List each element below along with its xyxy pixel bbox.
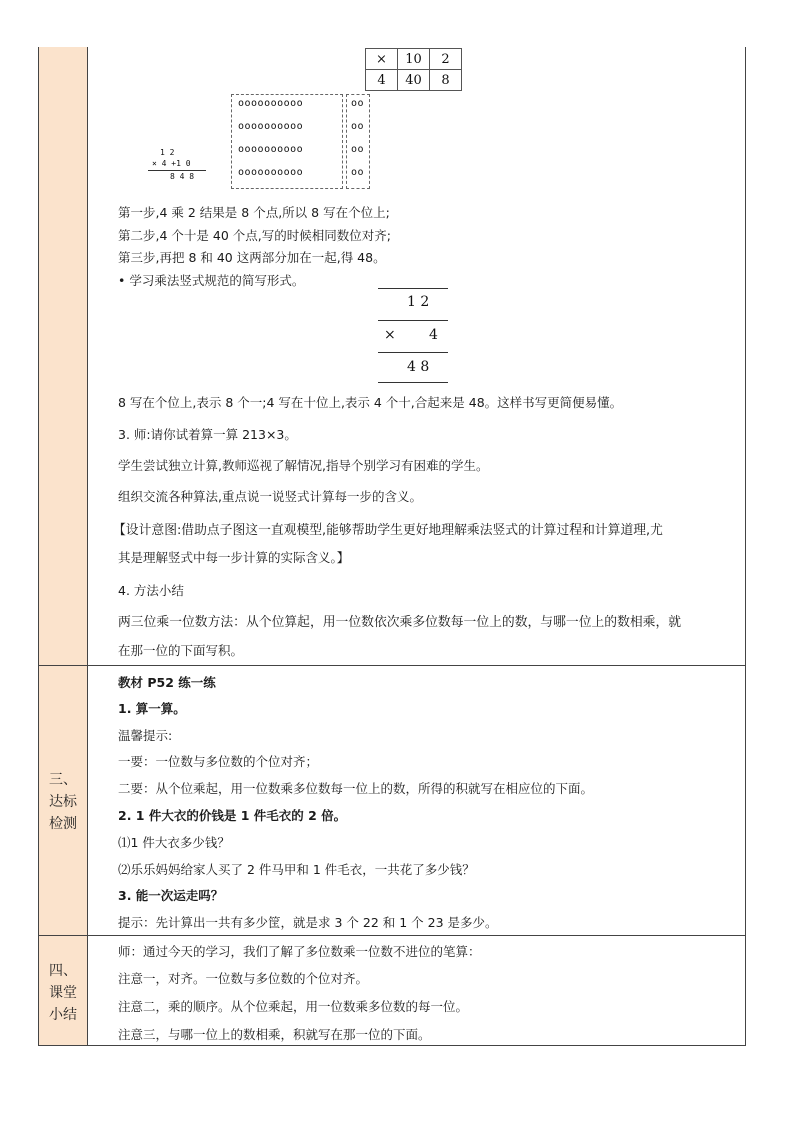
item-3: 3. 师:请你试着算一算 213×3。 <box>118 427 297 442</box>
step-1: 第一步,4 乘 2 结果是 8 个点,所以 8 写在个位上; <box>118 205 390 220</box>
section-4-label: 四、 课堂 小结 <box>49 963 77 1023</box>
step-3: 第三步,再把 8 和 40 这两部分加在一起,得 48。 <box>118 250 386 265</box>
organize-paragraph: 组织交流各种算法,重点说一说竖式计算每一步的含义。 <box>118 489 422 504</box>
mini-calc-top: 1 2 <box>160 148 175 157</box>
question-2: 2. 1 件大衣的价钱是 1 件毛衣的 2 倍。 <box>118 808 347 823</box>
row-divider-4 <box>39 935 745 936</box>
summary-intro: 师：通过今天的学习，我们了解了多位数乘一位数不进位的笔算： <box>118 944 481 959</box>
method-line-1: 两三位乘一位数方法：从个位算起，用一位数依次乘多位数每一位上的数，与哪一位上的数相乘，就 <box>118 615 682 630</box>
item-4: 4. 方法小结 <box>118 583 184 598</box>
dot-row: oo <box>351 144 365 155</box>
multiplication-grid <box>365 48 462 91</box>
grid-cell: 40 <box>398 70 430 91</box>
design-intent-line-2: 其是理解竖式中每一步计算的实际含义。】 <box>118 550 350 565</box>
grid-cell: 4 <box>366 70 398 91</box>
students-paragraph: 学生尝试独立计算,教师巡视了解情况,指导个别学习有困难的学生。 <box>118 458 489 473</box>
question-2a: ⑴1 件大衣多少钱？ <box>118 835 230 850</box>
grid-cell: 2 <box>430 49 462 70</box>
question-1: 1. 算一算。 <box>118 701 186 716</box>
vertical-rule-top <box>378 288 448 289</box>
dot-row: oooooooooo <box>238 98 304 109</box>
explanation: 8 写在个位上,表示 8 个一;4 写在十位上,表示 4 个十,合起来是 48。这样书写更简便易懂。 <box>118 395 623 410</box>
dot-row: oooooooooo <box>238 167 304 178</box>
grid-cell: 10 <box>398 49 430 70</box>
textbook-reference: 教材 P52 练一练 <box>118 675 216 690</box>
row-divider-3 <box>39 665 745 666</box>
section-3-label: 三、 达标 检测 <box>49 772 77 832</box>
question-3-tip: 提示：先计算出一共有多少筐，就是求 3 个 22 和 1 个 23 是多少。 <box>118 915 498 930</box>
dot-row: oooooooooo <box>238 121 304 132</box>
tip-2: 二要：从个位乘起，用一位数乘多位数每一位上的数，所得的积就写在相应位的下面。 <box>118 781 594 796</box>
vertical-rule-mid <box>378 320 448 321</box>
grid-cell: 8 <box>430 70 462 91</box>
summary-note-3: 注意三，与哪一位上的数相乘，积就写在那一位的下面。 <box>118 1027 431 1042</box>
dot-row: oooooooooo <box>238 144 304 155</box>
mini-calc-mid: × 4 +1 0 <box>152 159 191 168</box>
grid-cell: × <box>366 49 398 70</box>
summary-note-2: 注意二，乘的顺序。从个位乘起，用一位数乘多位数的每一位。 <box>118 999 469 1014</box>
dot-row: oo <box>351 121 365 132</box>
tip-title: 温馨提示: <box>118 728 173 743</box>
design-intent-line-1: 【设计意图:借助点子图这一直观模型,能够帮助学生更好地理解乘法竖式的计算过程和计算道理,尤 <box>113 523 663 538</box>
vertical-multiplicand: 1 2 <box>407 294 430 310</box>
section-label-column <box>39 47 88 1045</box>
vertical-rule-result <box>378 352 448 353</box>
vertical-multiplier: 4 <box>429 327 438 343</box>
bullet-line: • 学习乘法竖式规范的简写形式。 <box>118 273 305 288</box>
dot-row: oo <box>351 98 365 109</box>
question-3: 3. 能一次运走吗？ <box>118 888 224 903</box>
mini-calc-rule <box>148 170 206 171</box>
dot-row: oo <box>351 167 365 178</box>
summary-note-1: 注意一，对齐。一位数与多位数的个位对齐。 <box>118 971 369 986</box>
mini-calc-result: 8 4 8 <box>170 172 195 181</box>
tip-1: 一要：一位数与多位数的个位对齐； <box>118 754 319 769</box>
vertical-product: 4 8 <box>407 359 430 375</box>
method-line-2: 在那一位的下面写积。 <box>118 643 244 658</box>
question-2b: ⑵乐乐妈妈给家人买了 2 件马甲和 1 件毛衣，一共花了多少钱？ <box>118 862 475 877</box>
vertical-times-sign: × <box>384 327 396 343</box>
vertical-rule-bottom <box>378 382 448 383</box>
step-2: 第二步,4 个十是 40 个点,写的时候相同数位对齐; <box>118 228 391 243</box>
